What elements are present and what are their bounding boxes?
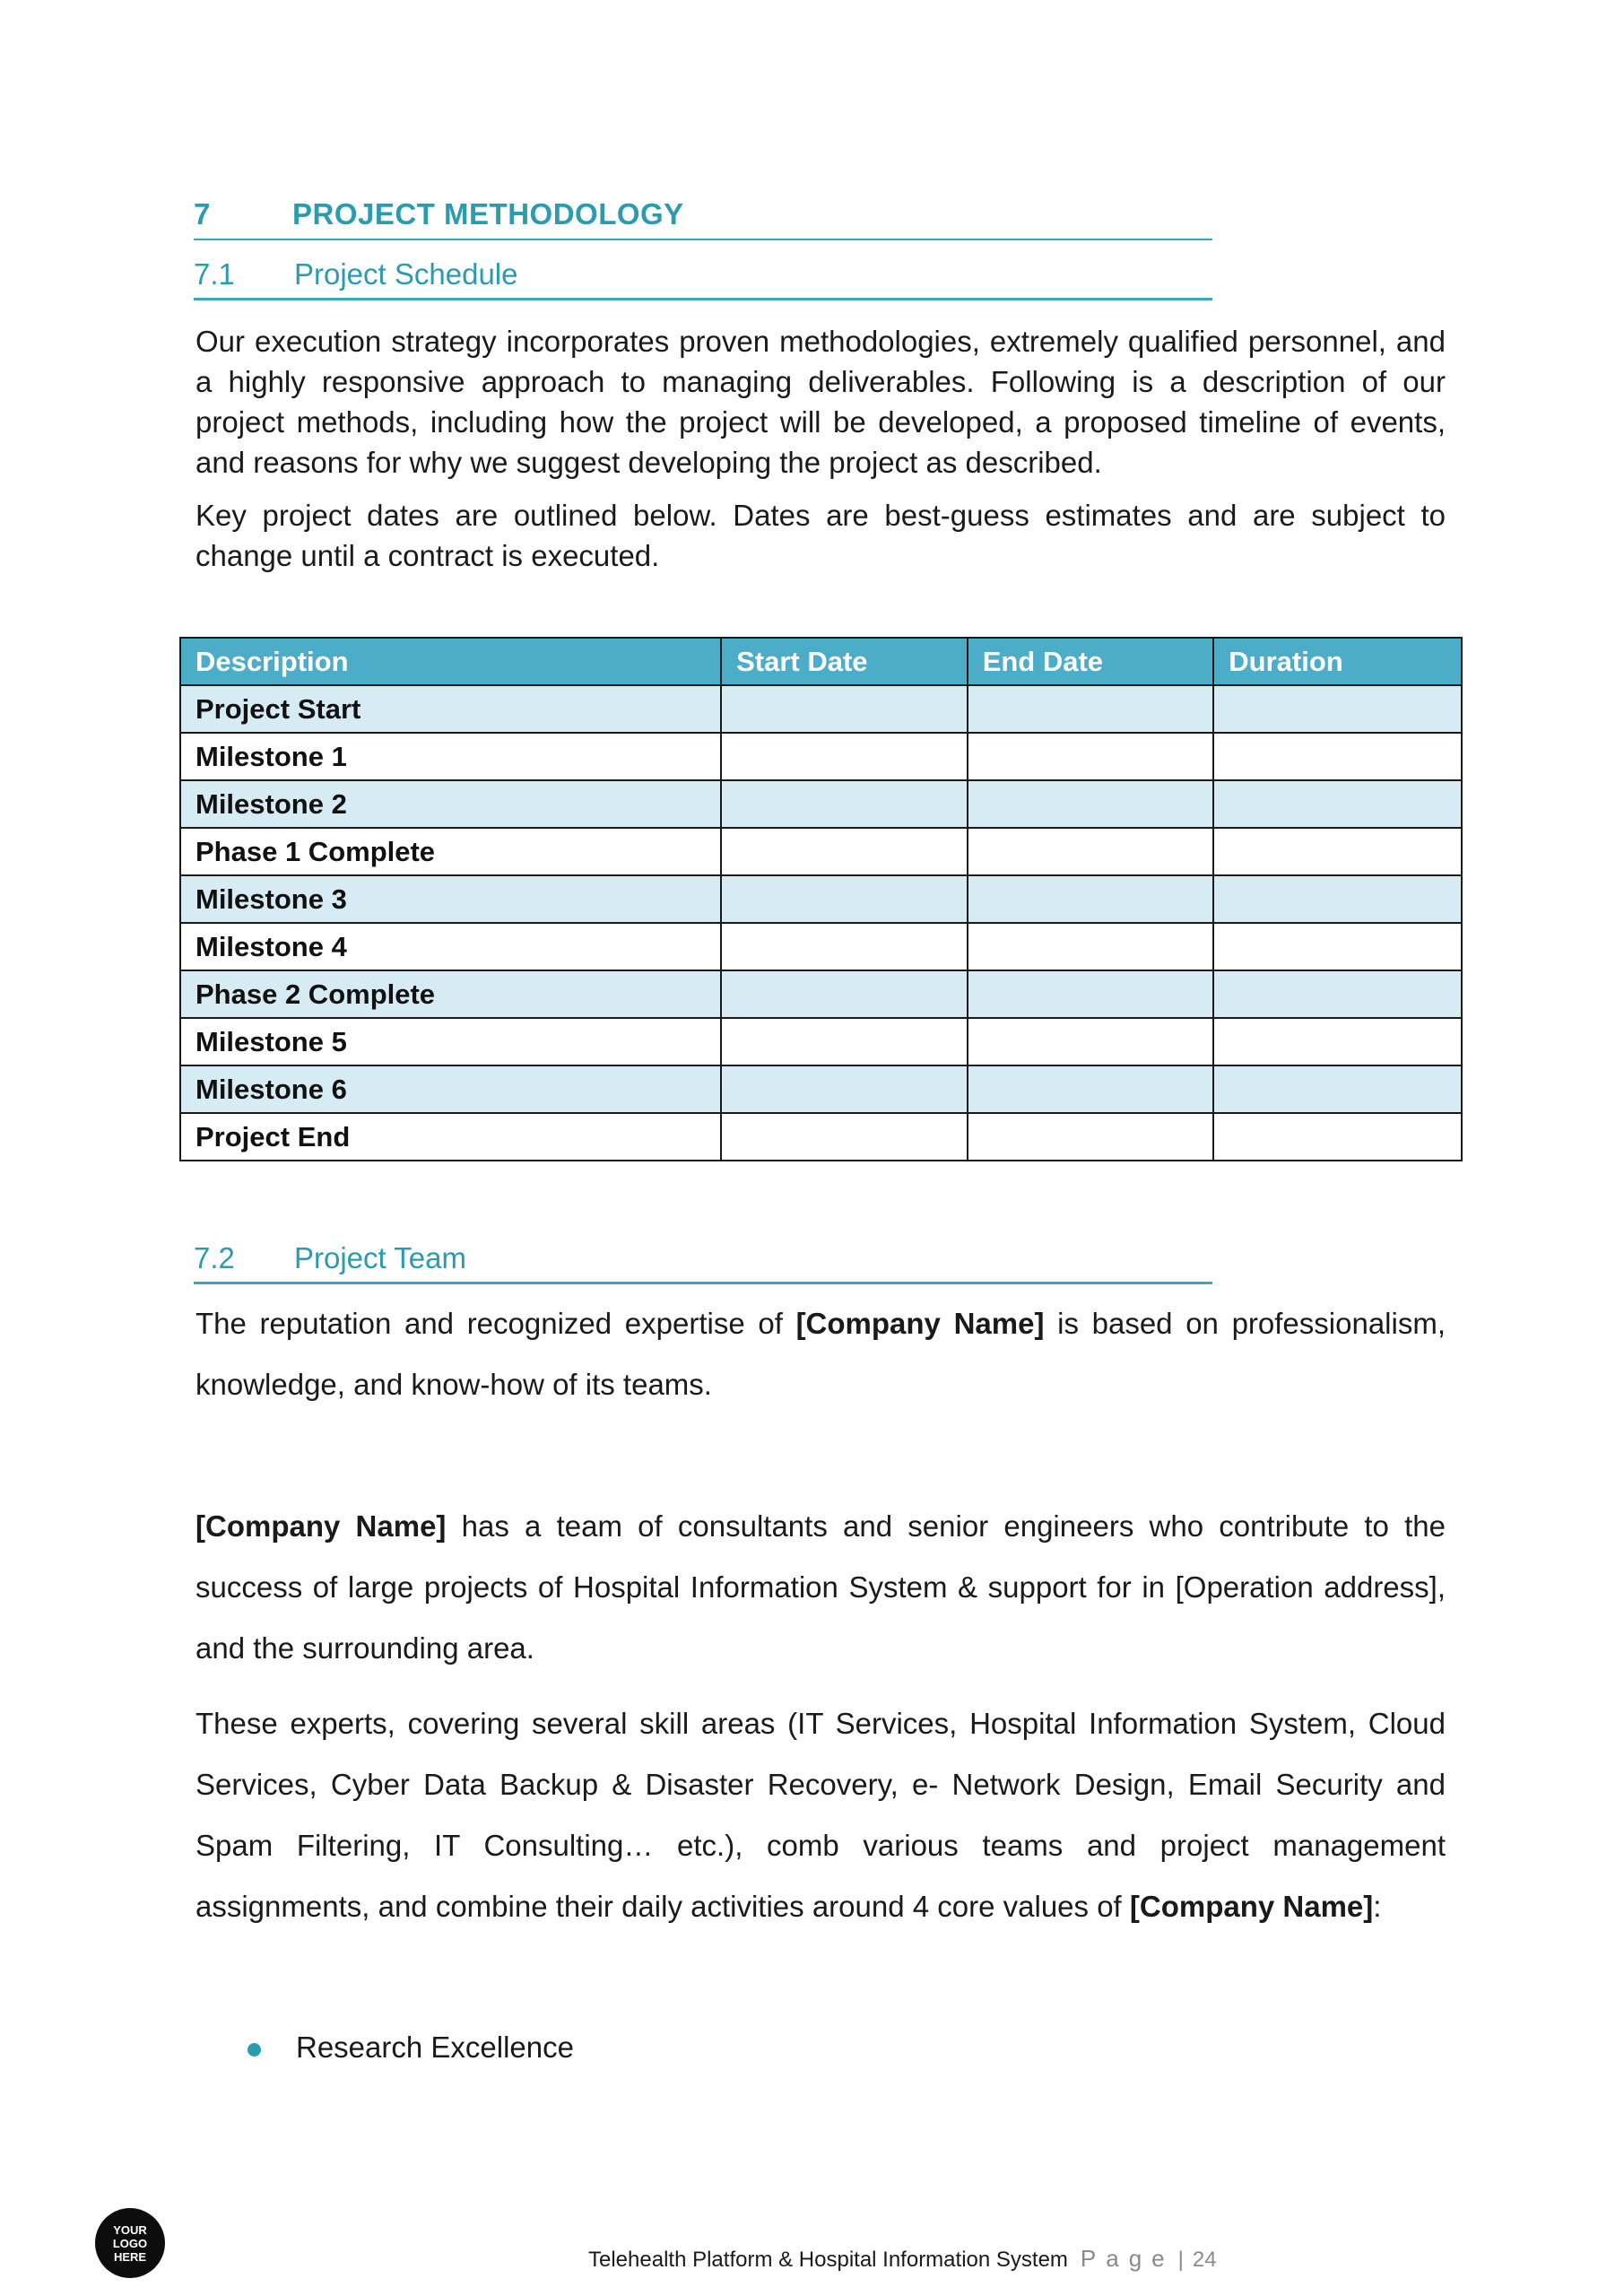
- schedule-intro-paragraph: Our execution strategy incorporates proven methodologies, extremely qualified personnel, and a highly responsive approach to managing deliverables. Following is a description of our project methods, including how the project will be developed, a proposed timeline of events, and reasons for why we suggest developing the project as described.: [195, 325, 1446, 479]
- row-description: Milestone 6: [180, 1065, 721, 1113]
- start-date-cell: [721, 828, 968, 875]
- paragraph-text: is based on professionalism, knowledge, and know-how of its teams.: [195, 1307, 1446, 1401]
- start-date-cell: [721, 733, 968, 780]
- start-date-cell: [721, 875, 968, 923]
- paragraph-text: has a team of consultants and senior engineers who contribute to the success of large projects of Hospital Information System & support for in [Operation address], and the surrounding area.: [195, 1509, 1446, 1665]
- table-row: [180, 828, 1462, 875]
- subsection-number: 7.1: [194, 257, 235, 291]
- row-description: Phase 1 Complete: [180, 828, 721, 875]
- duration-cell: [1213, 1065, 1462, 1113]
- bullet-text: Research Excellence: [296, 2031, 574, 2064]
- duration-cell: [1213, 685, 1462, 733]
- end-date-cell: [968, 828, 1214, 875]
- end-date-cell: [968, 733, 1214, 780]
- team-experts-paragraph: [195, 1693, 1446, 1937]
- logo-text-line: LOGO: [112, 2236, 148, 2250]
- team-reputation-paragraph: [195, 1293, 1446, 1415]
- bullet-list-item: [240, 2029, 1316, 2074]
- duration-cell: [1213, 1113, 1462, 1161]
- row-description: Milestone 4: [180, 923, 721, 970]
- schedule-dates-paragraph: Key project dates are outlined below. Dates are best-guess estimates and are subject to change until a contract is executed.: [195, 499, 1446, 572]
- row-description: Phase 2 Complete: [180, 970, 721, 1018]
- duration-cell: [1213, 875, 1462, 923]
- page-number: 24: [1192, 2248, 1217, 2272]
- table-row: [180, 1018, 1462, 1065]
- start-date-cell: [721, 1113, 968, 1161]
- table-row: [180, 685, 1462, 733]
- end-date-cell: [968, 1113, 1214, 1161]
- start-date-cell: [721, 923, 968, 970]
- table-row: [180, 780, 1462, 828]
- table-header-row: [180, 638, 1462, 685]
- header-description: Description: [180, 638, 721, 685]
- start-date-cell: [721, 970, 968, 1018]
- table-row: [180, 923, 1462, 970]
- table-row: [180, 1113, 1462, 1161]
- row-description: Project End: [180, 1113, 721, 1161]
- header-end-date: End Date: [968, 638, 1214, 685]
- duration-cell: [1213, 923, 1462, 970]
- end-date-cell: [968, 1018, 1214, 1065]
- company-name-placeholder: [Company Name]: [195, 1509, 447, 1543]
- schedule-table: [179, 637, 1463, 1161]
- row-description: Milestone 5: [180, 1018, 721, 1065]
- start-date-cell: [721, 685, 968, 733]
- section-heading: [194, 196, 1212, 240]
- duration-cell: [1213, 828, 1462, 875]
- company-name-placeholder: [Company Name]: [1129, 1890, 1374, 1923]
- header-duration: Duration: [1213, 638, 1462, 685]
- subsection-title: Project Team: [294, 1241, 466, 1274]
- section-title: PROJECT METHODOLOGY: [292, 197, 684, 230]
- page-footer: [588, 2245, 1217, 2281]
- subsection-number: 7.2: [194, 1241, 235, 1274]
- duration-cell: [1213, 780, 1462, 828]
- paragraph-text: These experts, covering several skill areas (IT Services, Hospital Information System, Cloud Services, Cyber Data Backup & Disaster Recovery, e- Network Design, Email Security and Spam Filtering, IT Consulting… etc.), comb various teams and project management assignments, and combine their daily activities around 4 core values of: [195, 1707, 1446, 1923]
- subsection-heading-schedule: [194, 254, 1212, 300]
- paragraph-text: :: [1373, 1890, 1382, 1923]
- row-description: Milestone 3: [180, 875, 721, 923]
- row-description: Milestone 1: [180, 733, 721, 780]
- table-row: [180, 970, 1462, 1018]
- end-date-cell: [968, 923, 1214, 970]
- end-date-cell: [968, 780, 1214, 828]
- section-number: 7: [194, 197, 211, 230]
- footer-page-label: Page: [1080, 2245, 1175, 2272]
- subsection-title: Project Schedule: [294, 257, 518, 291]
- start-date-cell: [721, 1065, 968, 1113]
- logo: [95, 2208, 165, 2278]
- end-date-cell: [968, 685, 1214, 733]
- row-description: Project Start: [180, 685, 721, 733]
- duration-cell: [1213, 733, 1462, 780]
- logo-text-line: YOUR: [113, 2222, 147, 2237]
- header-start-date: Start Date: [721, 638, 968, 685]
- duration-cell: [1213, 970, 1462, 1018]
- team-consultants-paragraph: [195, 1496, 1446, 1679]
- bullet-dot-icon: [248, 2043, 261, 2057]
- table-row: [180, 733, 1462, 780]
- row-description: Milestone 2: [180, 780, 721, 828]
- logo-text-line: HERE: [113, 2249, 147, 2264]
- paragraph-text: The reputation and recognized expertise of: [195, 1307, 796, 1340]
- end-date-cell: [968, 970, 1214, 1018]
- footer-title: Telehealth Platform & Hospital Information System: [588, 2248, 1068, 2272]
- end-date-cell: [968, 875, 1214, 923]
- table-row: [180, 1065, 1462, 1113]
- end-date-cell: [968, 1065, 1214, 1113]
- table-row: [180, 875, 1462, 923]
- footer-separator: |: [1177, 2248, 1184, 2272]
- company-name-placeholder: [Company Name]: [795, 1307, 1045, 1340]
- start-date-cell: [721, 1018, 968, 1065]
- start-date-cell: [721, 780, 968, 828]
- subsection-heading-team: [194, 1238, 1212, 1284]
- duration-cell: [1213, 1018, 1462, 1065]
